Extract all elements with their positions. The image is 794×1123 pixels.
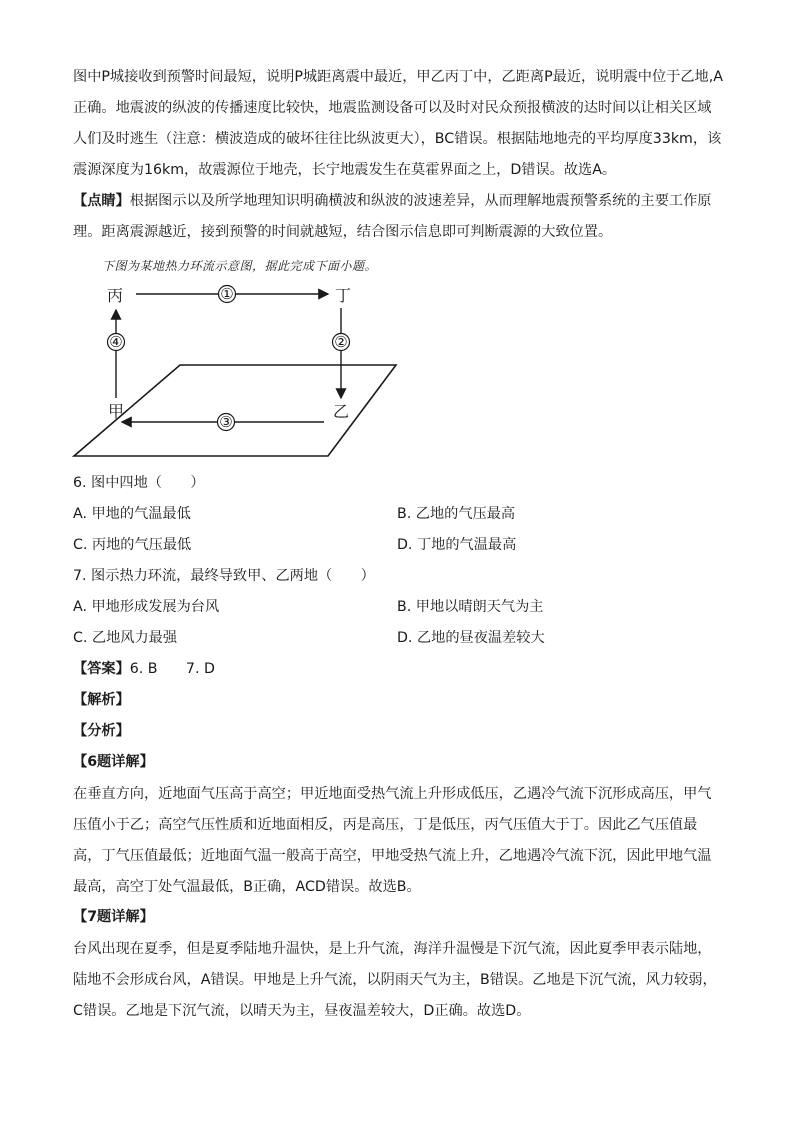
arrow-1-label: ① (220, 285, 234, 303)
fenxi-heading: 【分析】 (73, 723, 130, 739)
q7-option-d: D. 乙地的昼夜温差较大 (397, 630, 545, 646)
intro-paragraph: 图中P城接收到预警时间最短，说明P城距离震中最近，甲乙丙丁中，乙距离P最近，说明震中位于乙地,A正确。地震波的纵波的传播速度比较快，地震监测设备可以及时对民众预报横波的达时间以让相关区域人们及时逃生（注意：横波造成的破坏往往比纵波更大），BC错误。根据陆地地壳的平均厚度33km，该震源深度为16km，故震源位于地壳，长宁地震发生在莫霍界面之上，D错误。故选A。 (73, 69, 723, 178)
dianjing-paragraph (73, 186, 723, 248)
q6-option-c: C. 丙地的气压最低 (73, 537, 192, 553)
label-ding: 丁 (334, 286, 352, 305)
detail7-heading: 【7题详解】 (73, 909, 154, 925)
q7-stem: 7. 图示热力环流，最终导致甲、乙两地（ ） (73, 568, 375, 584)
figure-caption: 下图为某地热力环流示意图，据此完成下面小题。 (102, 259, 378, 273)
label-jia: 甲 (107, 402, 125, 421)
answer-tag: 【答案】 (73, 661, 130, 677)
answer-text: 6. B 7. D (129, 661, 215, 677)
thermal-circulation-diagram (70, 278, 410, 463)
detail6-paragraph: 在垂直方向，近地面气压高于高空；甲近地面受热气流上升形成低压，乙遇冷气流下沉形成高压，甲气压值小于乙；高空气压性质和近地面相反，丙是高压，丁是低压，丙气压值大于丁。因此乙气压值最高，丁气压值最低；近地面气温一般高于高空，甲地受热气流上升，乙地遇冷气流下沉，因此甲地气温最高，高空丁处气温最低，B正确，ACD错误。故选B。 (73, 786, 712, 895)
jiexi-heading: 【解析】 (73, 692, 130, 708)
q7-option-c: C. 乙地风力最强 (73, 630, 178, 646)
q7-option-a: A. 甲地形成发展为台风 (73, 599, 220, 615)
q6-option-a: A. 甲地的气温最低 (73, 506, 191, 522)
detail7-paragraph: 台风出现在夏季，但是夏季陆地升温快，是上升气流，海洋升温慢是下沉气流，因此夏季甲表示陆地，陆地不会形成台风，A错误。甲地是上升气流，以阴雨天气为主，B错误。乙地是下沉气流，风力较弱，C错误。乙地是下沉气流，以晴天为主，昼夜温差较大，D正确。故选D。 (73, 941, 717, 1019)
dianjing-tag: 【点睛】 (73, 193, 130, 209)
q7-option-b: B. 甲地以晴朗天气为主 (397, 599, 544, 615)
arrow-2-label: ② (334, 333, 348, 351)
q6-option-d: D. 丁地的气温最高 (397, 537, 517, 553)
answer-line (73, 658, 215, 680)
dianjing-text: 根据图示以及所学地理知识明确横波和纵波的波速差异，从而理解地震预警系统的主要工作原理。距离震源越近，接到预警的时间就越短，结合图示信息即可判断震源的大致位置。 (73, 193, 712, 240)
detail6-heading: 【6题详解】 (73, 754, 154, 770)
q6-option-b: B. 乙地的气压最高 (397, 506, 516, 522)
arrow-3-label: ③ (219, 413, 233, 431)
arrow-4-label: ④ (109, 333, 123, 351)
q6-stem: 6. 图中四地（ ） (73, 475, 205, 491)
label-yi: 乙 (332, 402, 350, 421)
label-bing: 丙 (106, 286, 124, 305)
